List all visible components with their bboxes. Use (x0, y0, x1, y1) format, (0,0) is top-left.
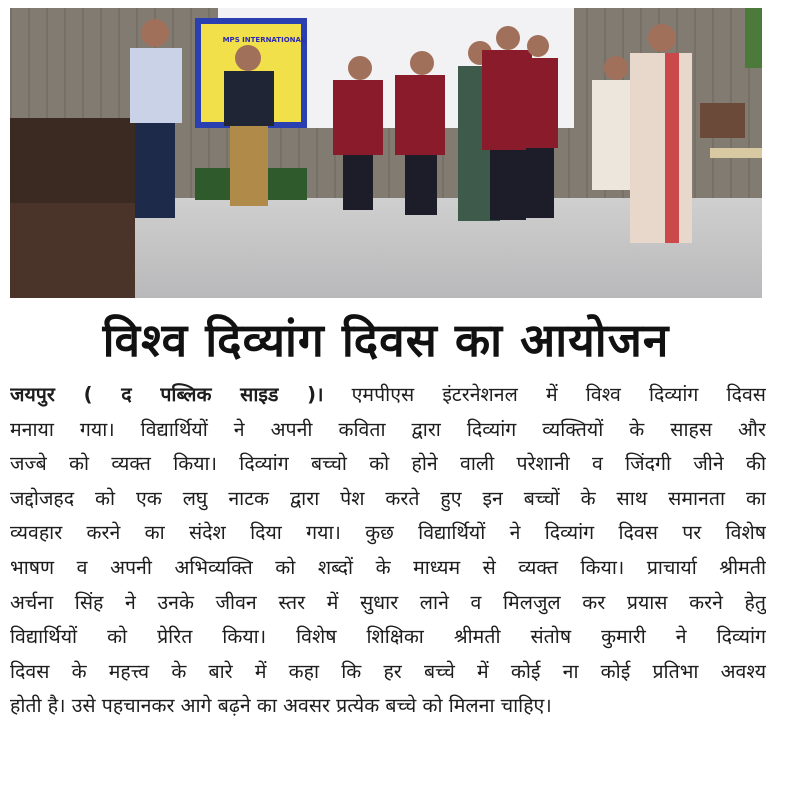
article-line-text: एमपीएस इंटरनेशनल में विश्व दिव्यांग दिवस (323, 383, 766, 406)
article-line: होती है। उसे पहचानकर आगे बढ़ने का अवसर प्रत्येक बच्चे को मिलना चाहिए। (10, 694, 552, 718)
article-line: जद्दोजहद को एक लघु नाटक द्वारा पेश करते हुए इन बच्चों के साथ समानता का (10, 486, 766, 510)
headline: विश्व दिव्यांग दिवस का आयोजन (102, 313, 670, 367)
article-line: अर्चना सिंह ने उनके जीवन स्तर में सुधार लाने व मिलजुल कर प्रयास करने हेतु (10, 590, 766, 614)
poster-title: MPS INTERNATIONAL (222, 36, 306, 44)
article-line (10, 378, 766, 413)
article-line: व्यवहार करने का संदेश दिया गया। कुछ विद्यार्थियों ने दिव्यांग दिवस पर विशेष (10, 521, 766, 545)
dateline: जयपुर ( द पब्लिक साइड )। (10, 383, 324, 406)
article-line: भाषण व अपनी अभिव्यक्ति को शब्दों के माध्यम से व्यक्त किया। प्राचार्या श्रीमती (10, 555, 766, 579)
event-photo (10, 8, 762, 298)
article-line: दिवस के महत्त्व के बारे में कहा कि हर बच्चे में कोई ना कोई प्रतिभा अवश्य (10, 659, 766, 683)
article-line: जज्बे को व्यक्त किया। दिव्यांग बच्चो को होने वाली परेशानी व जिंदगी जीने की (10, 452, 766, 476)
article-body (10, 378, 766, 794)
event-photo-drawing (10, 8, 762, 298)
article-line: मनाया गया। विद्यार्थियों ने अपनी कविता द्वारा दिव्यांग व्यक्तियों के साहस और (10, 417, 766, 441)
article-line: विद्यार्थियों को प्रेरित किया। विशेष शिक्षिका श्रीमती संतोष कुमारी ने दिव्यांग (10, 625, 766, 649)
